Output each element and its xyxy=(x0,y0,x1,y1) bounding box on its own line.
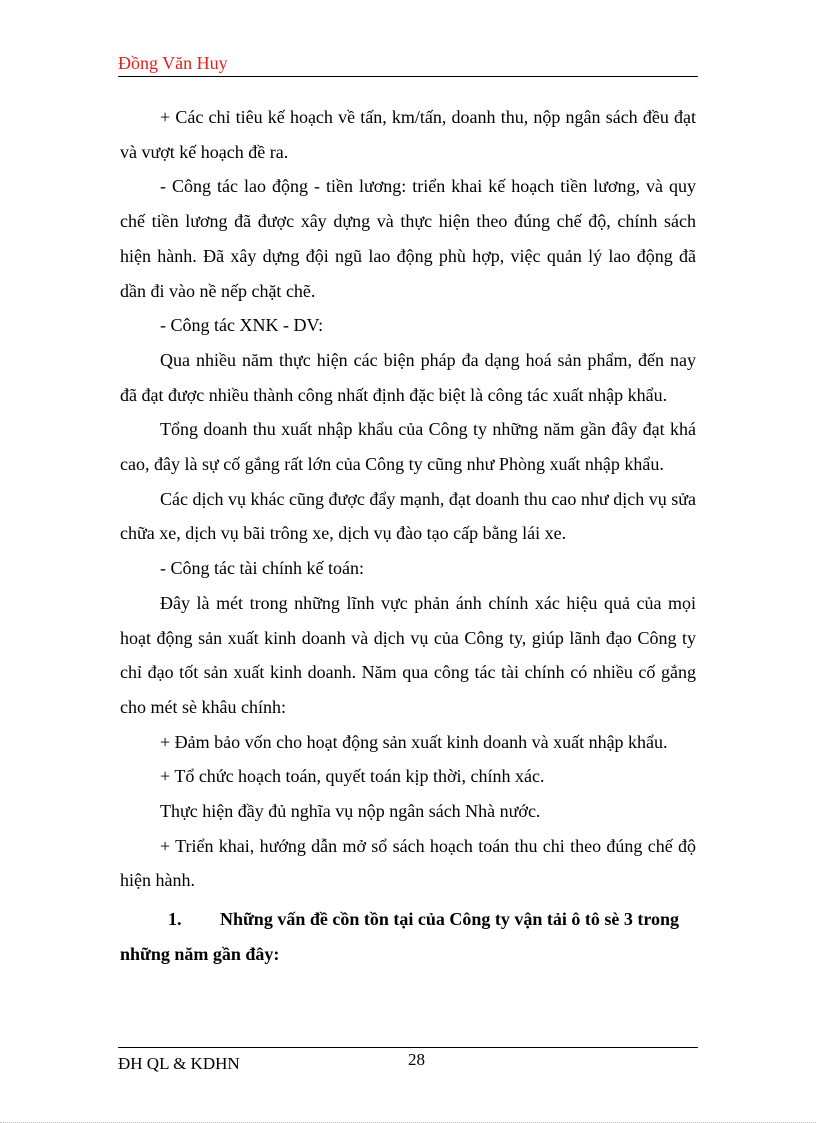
page-body xyxy=(120,100,696,972)
heading-text: Những vấn đề cồn tồn tại của Công ty vận tải ô tô sè 3 trong những năm gần đây: xyxy=(120,909,679,964)
paragraph: + Triển khai, hướng dẫn mở sổ sách hoạch toán thu chi theo đúng chế độ hiện hành. xyxy=(120,835,696,891)
paragraph: + Tổ chức hoạch toán, quyết toán kịp thời, chính xác. xyxy=(160,766,545,787)
footer-label: ĐH QL & KDHN xyxy=(118,1054,240,1073)
paragraph: Đây là mét trong những lĩnh vực phản ánh chính xác hiệu quả của mọi hoạt động sản xuất kinh doanh và dịch vụ của Công ty, giúp lãnh đạo Công ty chỉ đạo tốt sản xuất kinh doanh. Năm qua công tác tài chính có nhiều cố gắng cho mét sè khâu chính: xyxy=(120,592,696,717)
paragraph: + Các chỉ tiêu kế hoạch về tấn, km/tấn, doanh thu, nộp ngân sách đều đạt và vượt kế hoạch đề ra. xyxy=(120,107,696,162)
page-number: 28 xyxy=(408,1050,425,1069)
page-header xyxy=(118,52,698,77)
paragraph: Tổng doanh thu xuất nhập khẩu của Công ty những năm gần đây đạt khá cao, đây là sự cố gắng rất lớn của Công ty cũng như Phòng xuất nhập khẩu. xyxy=(120,419,696,475)
paragraph: Qua nhiều năm thực hiện các biện pháp đa dạng hoá sản phẩm, đến nay đã đạt được nhiều thành công nhất định đặc biệt là công tác xuất nhập khẩu. xyxy=(120,349,696,405)
heading-number: 1. xyxy=(168,909,182,930)
page-footer xyxy=(118,1047,698,1076)
section-heading xyxy=(120,898,696,971)
author-name: Đồng Văn Huy xyxy=(118,53,228,73)
paragraph: - Công tác lao động - tiền lương: triển khai kế hoạch tiền lương, và quy chế tiền lương đã được xây dựng và thực hiện theo đúng chế độ, chính sách hiện hành. Đã xây dựng đội ngũ lao động phù hợp, việc quản lý lao động đã dần đi vào nề nếp chặt chẽ. xyxy=(120,176,696,301)
paragraph: - Công tác tài chính kế toán: xyxy=(160,558,364,579)
paragraph: + Đảm bảo vốn cho hoạt động sản xuất kinh doanh và xuất nhập khẩu. xyxy=(160,731,668,752)
paragraph: - Công tác XNK - DV: xyxy=(160,315,324,336)
paragraph: Thực hiện đầy đủ nghĩa vụ nộp ngân sách Nhà nước. xyxy=(160,801,541,822)
paragraph: Các dịch vụ khác cũng được đẩy mạnh, đạt doanh thu cao như dịch vụ sửa chữa xe, dịch vụ bãi trông xe, dịch vụ đào tạo cấp bằng lái xe. xyxy=(120,488,696,544)
